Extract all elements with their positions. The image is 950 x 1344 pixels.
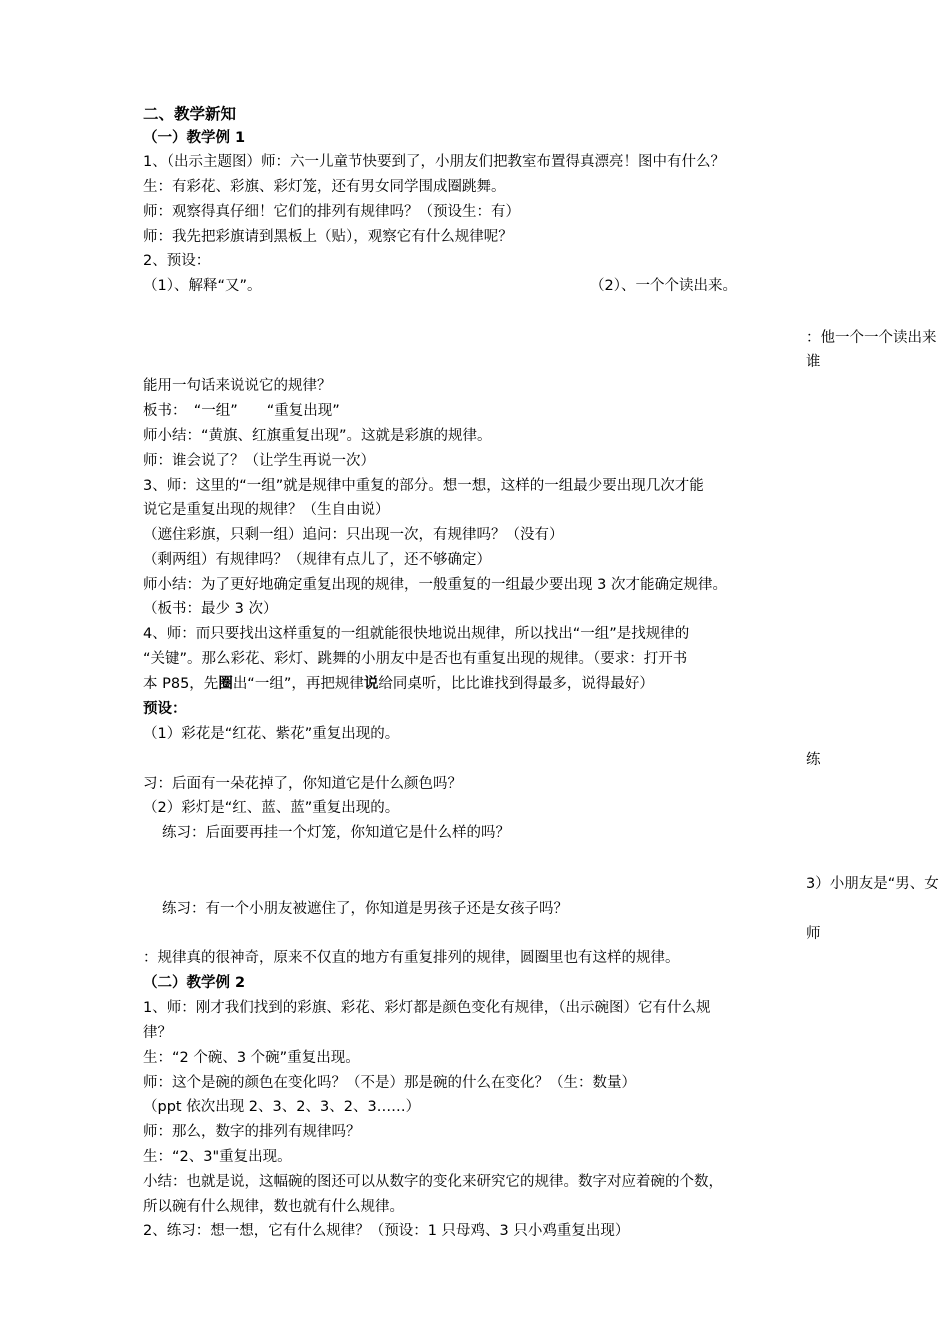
paragraph: 1、师：刚才我们找到的彩旗、彩花、彩灯都是颜色变化有规律，（出示碗图）它有什么规	[143, 1000, 711, 1016]
paragraph: 说它是重复出现的规律？（生自由说）	[143, 502, 390, 518]
paragraph: 2、练习：想一想，它有什么规律？（预设：1 只母鸡、3 只小鸡重复出现）	[143, 1223, 630, 1239]
paragraph: 师小结：为了更好地确定重复出现的规律，一般重复的一组最少要出现 3 次才能确定规律。	[143, 577, 727, 593]
paragraph: 能用一句话来说说它的规律？	[143, 378, 332, 394]
side-note: 3）小朋友是“男、女	[806, 876, 939, 892]
paragraph: 生：“2 个碗、3 个碗”重复出现。	[143, 1050, 360, 1066]
paragraph: 习：后面有一朵花掉了，你知道它是什么颜色吗？	[143, 776, 462, 792]
side-note: ：他一个一个读出来	[806, 330, 937, 346]
paragraph: “关键”。那么彩花、彩灯、跳舞的小朋友中是否也有重复出现的规律。（要求：打开书	[143, 651, 688, 667]
paragraph: （2）彩灯是“红、蓝、蓝”重复出现的。	[143, 800, 400, 816]
paragraph: 师：那么，数字的排列有规律吗？	[143, 1124, 361, 1140]
paragraph: 生：“2、3"重复出现。	[143, 1149, 292, 1165]
paragraph: （ppt 依次出现 2、3、2、3、2、3……）	[143, 1099, 421, 1115]
text-run: 出“一组”，再把规律	[232, 676, 364, 692]
paragraph: 师：谁会说了？（让学生再说一次）	[143, 453, 375, 469]
paragraph: （2）、一个个读出来。	[590, 278, 737, 294]
paragraph: 板书： “一组” “重复出现”	[143, 403, 340, 419]
paragraph: 生：有彩花、彩旗、彩灯笼，还有男女同学围成圈跳舞。	[143, 179, 506, 195]
example-2-heading: （二）教学例 2	[143, 975, 246, 991]
paragraph: 师小结：“黄旗、红旗重复出现”。这就是彩旗的规律。	[143, 428, 492, 444]
preset-heading: 预设：	[143, 701, 187, 717]
text-run: 本 P85，先	[143, 676, 219, 692]
paragraph: 小结：也就是说，这幅碗的图还可以从数字的变化来研究它的规律。数字对应着碗的个数，	[143, 1174, 723, 1190]
paragraph: 师：这个是碗的颜色在变化吗？（不是）那是碗的什么在变化？（生：数量）	[143, 1075, 636, 1091]
paragraph: （板书：最少 3 次）	[143, 601, 278, 617]
side-note: 师	[806, 926, 821, 942]
paragraph: 练习：后面要再挂一个灯笼，你知道它是什么样的吗？	[162, 825, 510, 841]
section-title: 二、教学新知	[143, 105, 237, 123]
side-note: 练	[806, 752, 821, 768]
emphasis-circle: 圈	[218, 676, 233, 692]
paragraph: 2、预设：	[143, 253, 211, 269]
paragraph: （1）彩花是“红花、紫花”重复出现的。	[143, 726, 400, 742]
paragraph	[143, 674, 654, 694]
paragraph: ：规律真的很神奇，原来不仅直的地方有重复排列的规律，圆圈里也有这样的规律。	[143, 950, 680, 966]
paragraph: 师：我先把彩旗请到黑板上（贴），观察它有什么规律呢？	[143, 229, 513, 245]
paragraph: 师：观察得真仔细！它们的排列有规律吗？（预设生：有）	[143, 204, 520, 220]
paragraph: 练习：有一个小朋友被遮住了，你知道是男孩子还是女孩子吗？	[162, 901, 568, 917]
paragraph: 3、师：这里的“一组”就是规律中重复的部分。想一想，这样的一组最少要出现几次才能	[143, 478, 704, 494]
paragraph: 4、师：而只要找出这样重复的一组就能很快地说出规律，所以找出“一组”是找规律的	[143, 626, 690, 642]
paragraph: （遮住彩旗，只剩一组）追问：只出现一次，有规律吗？（没有）	[143, 527, 564, 543]
paragraph: （1）、解释“又”。	[143, 278, 262, 294]
text-run: 给同桌听，比比谁找到得最多，说得最好）	[378, 676, 654, 692]
paragraph: 所以碗有什么规律，数也就有什么规律。	[143, 1199, 404, 1215]
emphasis-say: 说	[363, 676, 379, 692]
paragraph: （剩两组）有规律吗？（规律有点儿了，还不够确定）	[143, 552, 491, 568]
paragraph: 律？	[143, 1025, 172, 1041]
side-note: 谁	[806, 354, 821, 370]
paragraph: 1、（出示主题图）师：六一儿童节快要到了，小朋友们把教室布置得真漂亮！图中有什么？	[143, 154, 725, 170]
example-1-heading: （一）教学例 1	[143, 130, 246, 146]
